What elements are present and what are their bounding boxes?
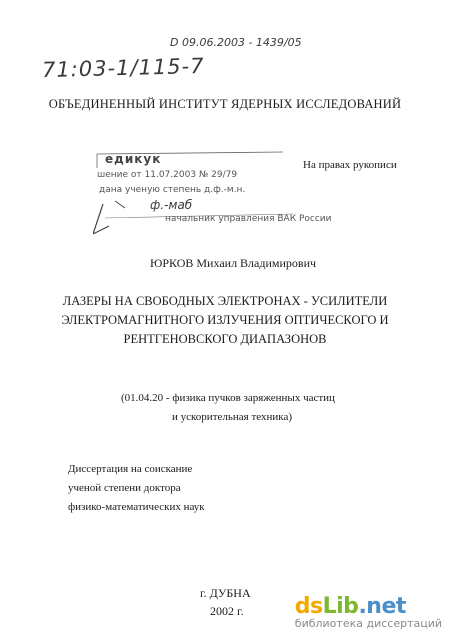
stamp-line-3: дана ученую степень д.ф.-м.н. (99, 185, 246, 195)
city: г. ДУБНА (200, 586, 251, 600)
dslib-logo-ds: ds (294, 594, 323, 619)
stamp-line-1: едикук (105, 152, 162, 166)
dissertation-title-line-1: ЛАЗЕРЫ НА СВОБОДНЫХ ЭЛЕКТРОНАХ - УСИЛИТЕЛИ (62, 294, 388, 308)
degree-line-2: ученой степени доктора (68, 482, 181, 494)
specialty-line-2: и ускорительная техника) (172, 411, 293, 423)
degree-line-1: Диссертация на соискание (68, 463, 193, 475)
stamp-handwritten-degree: ф.-маб (150, 198, 193, 212)
rights-note: На правах рукописи (303, 159, 397, 171)
specialty-line-1: (01.04.20 - физика пучков заряженных частиц (121, 392, 335, 404)
dslib-logo (295, 594, 442, 619)
dissertation-title-line-3: РЕНТГЕНОВСКОГО ДИАПАЗОНОВ (123, 332, 327, 346)
vak-stamp (95, 150, 332, 240)
author-name: ЮРКОВ Михаил Владимирович (150, 256, 317, 270)
stamp-line-2: шение от 11.07.2003 № 29/79 (97, 170, 238, 180)
dslib-logo-lib: Lib (322, 594, 359, 619)
institute-name: ОБЪЕДИНЕННЫЙ ИНСТИТУТ ЯДЕРНЫХ ИССЛЕДОВАНИЙ (48, 97, 402, 111)
year: 2002 г. (210, 604, 244, 618)
stamp-line-5: начальник управления ВАК России (165, 214, 332, 224)
dissertation-title-line-2: ЭЛЕКТРОМАГНИТНОГО ИЗЛУЧЕНИЯ ОПТИЧЕСКОГО И (61, 313, 389, 327)
dslib-logo-net: .net (358, 594, 406, 619)
dslib-subtitle: библиотека диссертаций (294, 617, 442, 630)
registration-handwritten-note: D 09.06.2003 - 1439/05 (170, 36, 302, 49)
call-number-handwritten: 71:03-1/115-7 (41, 53, 205, 83)
dslib-watermark (295, 594, 442, 630)
degree-line-3: физико-математических наук (68, 501, 205, 513)
